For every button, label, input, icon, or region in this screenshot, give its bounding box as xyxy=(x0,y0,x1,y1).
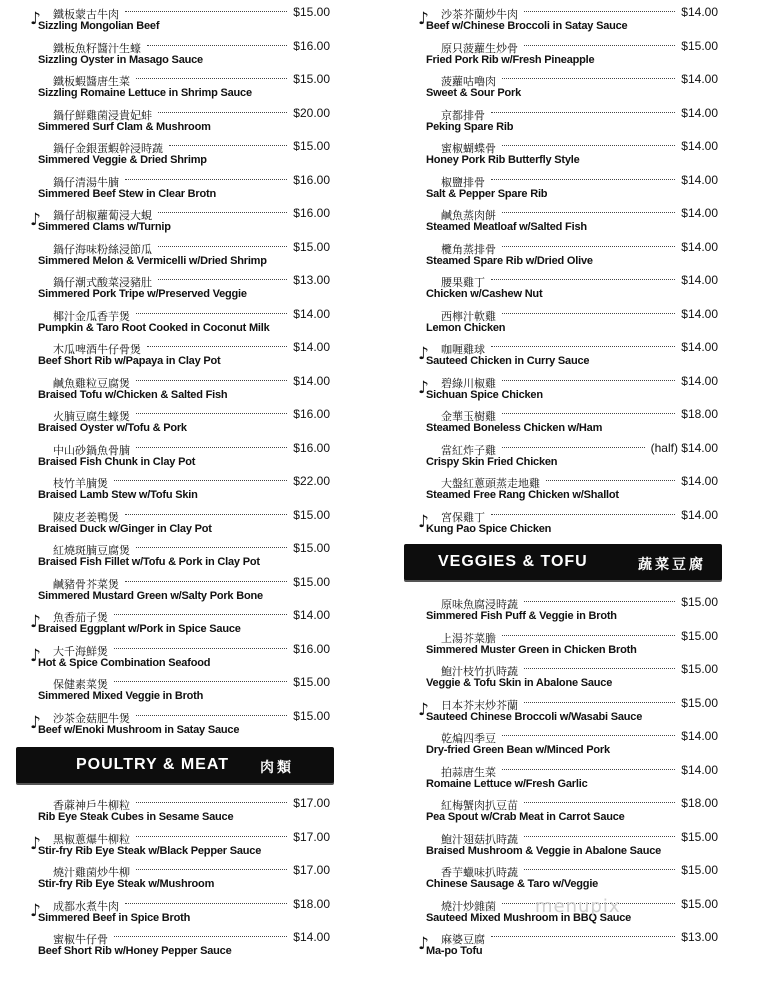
menu-item xyxy=(30,637,330,671)
menu-item xyxy=(418,469,718,503)
leader-dots xyxy=(125,581,287,582)
item-price: $15.00 xyxy=(293,239,330,254)
item-name-en: Veggie & Tofu Skin in Abalone Sauce xyxy=(426,677,613,689)
item-name-en: Peking Spare Rib xyxy=(426,120,514,133)
item-name-en: Simmered Muster Green in Chicken Broth xyxy=(426,643,637,656)
menu-item xyxy=(30,925,330,959)
menu-item xyxy=(418,402,718,436)
menu-item xyxy=(30,335,330,369)
item-price: $15.00 xyxy=(293,708,330,723)
leader-dots xyxy=(125,514,287,515)
menu-item xyxy=(418,858,718,892)
item-name-en: Braised Mushroom & Veggie in Abalone Sauce xyxy=(426,844,662,857)
item-name-zh: 沙茶金菇肥牛煲 xyxy=(53,711,130,725)
menu-item xyxy=(30,892,330,926)
item-name-zh: 紅燒斑腩豆腐煲 xyxy=(53,544,130,557)
item-price: $14.00 xyxy=(681,139,718,153)
item-price: $15.00 xyxy=(293,541,330,555)
item-price: $14.00 xyxy=(681,729,718,743)
leader-dots xyxy=(546,480,675,481)
item-name-zh: 蜜椒牛仔骨 xyxy=(53,933,108,946)
item-name-en: Beef w/Enoki Mushroom in Satay Sauce xyxy=(38,723,240,736)
item-name-en: Steamed Boneless Chicken w/Ham xyxy=(426,422,603,434)
menu-item xyxy=(30,670,330,704)
leader-dots xyxy=(136,802,287,803)
item-name-en: Sauteed Chicken in Curry Sauce xyxy=(426,355,590,367)
item-price: $16.00 xyxy=(293,38,330,53)
menu-item xyxy=(30,34,330,68)
spicy-icon: ♪ xyxy=(30,833,41,854)
item-name-zh: 紅梅蟹肉扒豆苗 xyxy=(441,799,518,812)
leader-dots xyxy=(502,145,675,146)
item-price: $15.00 xyxy=(681,38,718,53)
item-name-zh: 鹹豬骨芥菜煲 xyxy=(53,577,119,591)
item-name-en: Steamed Spare Rib w/Dried Olive xyxy=(426,254,593,267)
spicy-icon: ♪ xyxy=(30,645,41,666)
item-name-zh: 原只菠蘿生炒骨 xyxy=(441,41,518,55)
item-name-zh: 鍋仔鮮雞菌浸貴妃蚌 xyxy=(53,108,152,122)
leader-dots xyxy=(502,769,675,770)
item-name-en: Lemon Chicken xyxy=(426,321,506,334)
item-name-zh: 欖角蒸排骨 xyxy=(441,242,496,256)
menu-item xyxy=(30,825,330,859)
leader-dots xyxy=(491,179,675,180)
leader-dots xyxy=(114,648,287,649)
item-name-zh: 燒汁炒雜菌 xyxy=(441,899,496,913)
item-price: $22.00 xyxy=(293,474,330,488)
item-name-en: Dry-fried Green Bean w/Minced Pork xyxy=(426,744,610,756)
menu-item xyxy=(418,825,718,859)
item-name-en: Ma-po Tofu xyxy=(426,945,483,957)
leader-dots xyxy=(491,936,675,937)
item-name-zh: 鐵板蒙古牛肉 xyxy=(53,8,119,21)
leader-dots xyxy=(502,212,675,213)
item-name-en: Simmered Pork Tripe w/Preserved Veggie xyxy=(38,288,247,300)
menu-item xyxy=(418,34,718,68)
item-name-en: Braised Lamb Stew w/Tofu Skin xyxy=(38,489,198,501)
item-price: $15.00 xyxy=(293,507,330,522)
leader-dots xyxy=(114,480,287,481)
item-name-en: Salt & Pepper Spare Rib xyxy=(426,187,548,200)
item-name-en: Hot & Spice Combination Seafood xyxy=(38,656,211,669)
item-name-en: Simmered Fish Puff & Veggie in Broth xyxy=(426,610,617,622)
item-price: $16.00 xyxy=(293,440,330,455)
item-price: $14.00 xyxy=(293,608,330,622)
leader-dots xyxy=(502,246,675,247)
item-price: $15.00 xyxy=(293,675,330,689)
menu-item xyxy=(30,402,330,436)
item-name-zh: 拍蒜唐生菜 xyxy=(441,765,496,779)
item-name-zh: 保健素菜煲 xyxy=(53,678,108,691)
item-price: $14.00 xyxy=(681,373,718,388)
item-name-zh: 燒汁雞菌炒牛柳 xyxy=(53,866,130,879)
item-price: $15.00 xyxy=(681,662,718,676)
item-name-zh: 鍋仔海味粉絲浸節瓜 xyxy=(53,242,152,256)
item-name-zh: 椰汁金瓜香芋煲 xyxy=(53,309,130,323)
item-name-zh: 麻婆豆腐 xyxy=(441,933,485,946)
spicy-icon: ♪ xyxy=(30,900,41,921)
item-name-zh: 宮保雞丁 xyxy=(441,510,485,524)
item-price: $15.00 xyxy=(681,896,718,911)
leader-dots xyxy=(158,212,287,213)
item-name-en: Fried Pork Rib w/Fresh Pineapple xyxy=(426,53,595,66)
spicy-icon: ♪ xyxy=(418,699,429,720)
item-name-en: Simmered Mixed Veggie in Broth xyxy=(38,690,204,702)
leader-dots xyxy=(524,11,675,12)
menu-item xyxy=(30,503,330,537)
menu-item xyxy=(418,657,718,691)
item-price: $14.00 xyxy=(293,340,330,354)
item-name-en: Sauteed Mixed Mushroom in BBQ Sauce xyxy=(426,911,632,924)
leader-dots xyxy=(169,145,287,146)
item-price: $15.00 xyxy=(293,574,330,589)
leader-dots xyxy=(158,279,287,280)
leader-dots xyxy=(524,601,675,602)
item-name-en: Sweet & Sour Pork xyxy=(426,87,522,99)
item-price: $15.00 xyxy=(293,72,330,86)
item-price: $14.00 xyxy=(681,72,718,86)
menu-item xyxy=(418,235,718,269)
menu-item xyxy=(418,724,718,758)
item-name-zh: 大千海鮮煲 xyxy=(53,644,108,658)
menu-item xyxy=(30,201,330,235)
item-name-en: Crispy Skin Fried Chicken xyxy=(426,455,558,468)
menu-item xyxy=(30,791,330,825)
item-name-en: Stir-fry Rib Eye Steak w/Mushroom xyxy=(38,878,215,890)
leader-dots xyxy=(114,614,287,615)
leader-dots xyxy=(491,279,675,280)
spicy-icon: ♪ xyxy=(418,344,429,364)
menu-list-left xyxy=(30,0,330,737)
item-name-zh: 鮑汁枝竹扒時蔬 xyxy=(441,665,518,678)
leader-dots xyxy=(502,447,645,448)
item-name-en: Kung Pao Spice Chicken xyxy=(426,522,552,535)
menu-item xyxy=(30,0,330,34)
leader-dots xyxy=(524,869,675,870)
leader-dots xyxy=(136,78,287,79)
item-name-en: Braised Fish Chunk in Clay Pot xyxy=(38,455,196,468)
leader-dots xyxy=(502,413,675,414)
item-name-en: Steamed Free Rang Chicken w/Shallot xyxy=(426,489,619,501)
item-name-zh: 鍋仔清湯牛腩 xyxy=(53,175,119,189)
leader-dots xyxy=(125,11,287,12)
leader-dots xyxy=(147,346,287,347)
item-name-zh: 鐵板魚籽醬汁生蠔 xyxy=(53,41,141,55)
item-name-zh: 火腩豆腐生蠔煲 xyxy=(53,410,130,423)
item-price: $14.00 xyxy=(293,930,330,944)
menu-item xyxy=(418,201,718,235)
item-name-en: Braised Duck w/Ginger in Clay Pot xyxy=(38,522,212,535)
item-name-en: Sizzling Oyster in Masago Sauce xyxy=(38,53,203,66)
item-name-zh: 鐵板蝦醬唐生菜 xyxy=(53,75,130,88)
left-column xyxy=(30,0,330,959)
item-name-en: Sichuan Spice Chicken xyxy=(426,388,543,401)
item-name-en: Stir-fry Rib Eye Steak w/Black Pepper Sauce xyxy=(38,844,262,857)
item-name-zh: 金華玉樹雞 xyxy=(441,410,496,423)
item-name-en: Romaine Lettuce w/Fresh Garlic xyxy=(426,777,588,790)
item-price: $14.00 xyxy=(681,306,718,321)
item-name-zh: 碧綠川椒雞 xyxy=(441,376,496,390)
item-name-zh: 上湯芥菜膽 xyxy=(441,631,496,645)
item-name-zh: 木瓜啤酒牛仔骨煲 xyxy=(53,343,141,356)
item-name-en: Chicken w/Cashew Nut xyxy=(426,288,543,300)
menu-item xyxy=(30,536,330,570)
item-price: $16.00 xyxy=(293,641,330,656)
spicy-icon: ♪ xyxy=(418,511,429,532)
item-price: $14.00 xyxy=(681,340,718,354)
leader-dots xyxy=(136,313,287,314)
item-price: $14.00 xyxy=(681,5,718,19)
item-name-en: Simmered Beef Stew in Clear Brotn xyxy=(38,187,217,200)
leader-dots xyxy=(491,514,675,515)
spicy-icon: ♪ xyxy=(30,612,41,632)
item-price: $14.00 xyxy=(681,206,718,220)
item-name-en: Braised Eggplant w/Pork in Spice Sauce xyxy=(38,623,241,635)
item-name-en: Braised Tofu w/Chicken & Salted Fish xyxy=(38,388,228,401)
section-title-en: VEGGIES & TOFU xyxy=(438,553,588,570)
item-price: $15.00 xyxy=(681,863,718,877)
leader-dots xyxy=(136,547,287,548)
spicy-icon: ♪ xyxy=(418,377,429,398)
item-price: $14.00 xyxy=(681,507,718,522)
menu-item xyxy=(418,436,718,470)
item-name-en: Simmered Melon & Vermicelli w/Dried Shrimp xyxy=(38,254,267,267)
menu-item xyxy=(418,369,718,403)
item-price: $13.00 xyxy=(681,930,718,944)
item-price: $20.00 xyxy=(293,105,330,120)
item-price: $15.00 xyxy=(293,139,330,153)
item-name-zh: 香蔴神戶牛柳粒 xyxy=(53,799,130,812)
item-name-zh: 咖喱雞球 xyxy=(441,343,485,356)
leader-dots xyxy=(524,836,675,837)
menu-item xyxy=(418,0,718,34)
item-name-zh: 鹹魚雞粒豆腐煲 xyxy=(53,376,130,390)
menu-item xyxy=(30,235,330,269)
menu-item xyxy=(30,67,330,101)
item-price: $16.00 xyxy=(293,206,330,220)
item-name-en: Beef w/Chinese Broccoli in Satay Sauce xyxy=(426,20,628,32)
menu-item xyxy=(418,758,718,792)
leader-dots xyxy=(158,112,287,113)
item-price: $14.00 xyxy=(681,273,718,287)
item-price: $17.00 xyxy=(293,829,330,844)
item-name-zh: 鮑汁翅菇扒時蔬 xyxy=(441,832,518,846)
leader-dots xyxy=(502,635,675,636)
item-name-zh: 當紅炸子雞 xyxy=(441,443,496,457)
item-name-en: Pumpkin & Taro Root Cooked in Coconut Milk xyxy=(38,321,270,334)
item-price: $14.00 xyxy=(293,306,330,321)
leader-dots xyxy=(502,380,675,381)
spicy-icon: ♪ xyxy=(30,9,41,29)
menu-item xyxy=(418,791,718,825)
item-name-zh: 西檸汁軟雞 xyxy=(441,309,496,323)
menu-item xyxy=(30,858,330,892)
menu-item xyxy=(418,67,718,101)
menu-item xyxy=(418,268,718,302)
menu-list-poultry xyxy=(30,791,330,959)
leader-dots xyxy=(524,702,675,703)
item-price: $13.00 xyxy=(293,273,330,287)
item-name-en: Rib Eye Steak Cubes in Sesame Sauce xyxy=(38,811,234,823)
menu-item xyxy=(30,704,330,738)
item-name-zh: 中山砂鍋魚骨腩 xyxy=(53,443,130,457)
item-price: $18.00 xyxy=(293,896,330,911)
spicy-icon: ♪ xyxy=(418,9,429,29)
leader-dots xyxy=(136,715,287,716)
item-price: $15.00 xyxy=(681,595,718,609)
item-name-en: Sizzling Romaine Lettuce in Shrimp Sauce xyxy=(38,87,252,99)
menu-item xyxy=(30,134,330,168)
item-name-zh: 成都水煮牛肉 xyxy=(53,899,119,913)
item-name-zh: 鍋仔金銀蛋蝦幹浸時蔬 xyxy=(53,142,163,155)
item-name-zh: 陳皮老姜鴨煲 xyxy=(53,510,119,524)
item-name-en: Simmered Mustard Green w/Salty Pork Bone xyxy=(38,589,263,602)
item-name-en: Sizzling Mongolian Beef xyxy=(38,20,160,32)
item-name-en: Simmered Veggie & Dried Shrimp xyxy=(38,154,207,166)
item-price: $18.00 xyxy=(681,796,718,810)
item-price: $14.00 xyxy=(293,373,330,388)
menu-item xyxy=(418,624,718,658)
menu-item xyxy=(30,570,330,604)
item-name-zh: 黑椒蔥爆牛柳粒 xyxy=(53,832,130,846)
leader-dots xyxy=(524,668,675,669)
leader-dots xyxy=(136,869,287,870)
item-price: (half) $14.00 xyxy=(650,440,718,455)
section-title-zh: 肉類 xyxy=(260,760,294,776)
leader-dots xyxy=(136,836,287,837)
menu-item xyxy=(418,302,718,336)
leader-dots xyxy=(136,413,287,414)
item-price: $14.00 xyxy=(681,762,718,777)
leader-dots xyxy=(114,936,287,937)
item-name-zh: 日本芥末炒芥蘭 xyxy=(441,698,518,712)
menu-item xyxy=(418,101,718,135)
leader-dots xyxy=(147,45,287,46)
item-name-zh: 鹹魚蒸肉餅 xyxy=(441,209,496,222)
menu-item xyxy=(418,168,718,202)
leader-dots xyxy=(114,681,287,682)
section-title-en: POULTRY & MEAT xyxy=(76,756,229,773)
menu-item xyxy=(418,503,718,537)
item-price: $14.00 xyxy=(681,474,718,488)
item-price: $15.00 xyxy=(681,628,718,643)
item-price: $16.00 xyxy=(293,172,330,187)
menu-item xyxy=(418,335,718,369)
item-price: $14.00 xyxy=(681,172,718,187)
item-name-zh: 乾煸四季豆 xyxy=(441,732,496,745)
item-price: $15.00 xyxy=(681,695,718,710)
leader-dots xyxy=(125,179,287,180)
item-price: $17.00 xyxy=(293,863,330,877)
menu-item xyxy=(30,302,330,336)
section-title-zh: 蔬菜豆腐 xyxy=(638,557,706,573)
item-name-en: Braised Oyster w/Tofu & Pork xyxy=(38,422,187,434)
item-name-zh: 蜜椒蝴蝶骨 xyxy=(441,142,496,155)
spicy-icon: ♪ xyxy=(418,934,429,954)
section-header-poultry xyxy=(16,747,334,783)
menu-list-right xyxy=(418,0,718,536)
leader-dots xyxy=(491,346,675,347)
menu-item xyxy=(30,268,330,302)
item-price: $16.00 xyxy=(293,407,330,421)
item-name-en: Beef Short Rib w/Papaya in Clay Pot xyxy=(38,355,221,367)
leader-dots xyxy=(502,735,675,736)
item-name-zh: 鍋仔潮式酸菜浸豬肚 xyxy=(53,276,152,289)
item-name-en: Braised Fish Fillet w/Tofu & Pork in Clay Pot xyxy=(38,556,260,568)
item-price: $18.00 xyxy=(681,407,718,421)
menu-item xyxy=(30,436,330,470)
leader-dots xyxy=(136,447,287,448)
item-name-en: Chinese Sausage & Taro w/Veggie xyxy=(426,878,599,890)
section-header-veggies xyxy=(404,544,722,580)
leader-dots xyxy=(524,45,675,46)
item-price: $15.00 xyxy=(293,5,330,19)
leader-dots xyxy=(524,802,675,803)
item-name-zh: 腰果雞丁 xyxy=(441,276,485,289)
item-name-zh: 大盤紅蔥頭蒸走地雞 xyxy=(441,477,540,490)
item-price: $17.00 xyxy=(293,796,330,810)
item-name-en: Simmered Surf Clam & Mushroom xyxy=(38,120,211,133)
menu-item xyxy=(418,134,718,168)
item-name-zh: 菠蘿咕嚕肉 xyxy=(441,75,496,88)
menu-item xyxy=(418,925,718,959)
menu-item xyxy=(418,590,718,624)
watermark: menupix xyxy=(535,896,621,917)
leader-dots xyxy=(491,112,675,113)
leader-dots xyxy=(502,78,675,79)
item-name-zh: 枝竹羊腩煲 xyxy=(53,477,108,490)
item-name-en: Honey Pork Rib Butterfly Style xyxy=(426,154,580,166)
menu-item xyxy=(30,469,330,503)
right-column xyxy=(418,0,718,959)
item-price: $14.00 xyxy=(681,105,718,120)
item-name-zh: 京都排骨 xyxy=(441,108,485,122)
item-price: $15.00 xyxy=(681,829,718,844)
item-name-en: Pea Spout w/Crab Meat in Carrot Sauce xyxy=(426,811,625,823)
item-name-zh: 椒鹽排骨 xyxy=(441,175,485,189)
spicy-icon: ♪ xyxy=(30,210,41,230)
item-name-en: Sauteed Chinese Broccoli w/Wasabi Sauce xyxy=(426,710,643,723)
item-price: $14.00 xyxy=(681,239,718,254)
item-name-zh: 香芋蠟味扒時蔬 xyxy=(441,866,518,879)
leader-dots xyxy=(502,313,675,314)
leader-dots xyxy=(158,246,287,247)
leader-dots xyxy=(125,903,287,904)
leader-dots xyxy=(136,380,287,381)
menu-item xyxy=(30,101,330,135)
menu-item xyxy=(30,168,330,202)
item-name-en: Steamed Meatloaf w/Salted Fish xyxy=(426,221,587,233)
item-name-en: Beef Short Rib w/Honey Pepper Sauce xyxy=(38,945,232,957)
item-name-zh: 沙茶芥蘭炒牛肉 xyxy=(441,8,518,21)
item-name-zh: 鍋仔胡椒蘿蔔浸大蜆 xyxy=(53,209,152,222)
menu-item xyxy=(418,691,718,725)
spicy-icon: ♪ xyxy=(30,712,41,733)
menu-item xyxy=(30,369,330,403)
menu-item xyxy=(30,603,330,637)
item-name-zh: 魚香茄子煲 xyxy=(53,611,108,624)
item-name-en: Simmered Beef in Spice Broth xyxy=(38,911,191,924)
item-name-zh: 原味魚腐浸時蔬 xyxy=(441,598,518,611)
item-name-en: Simmered Clams w/Turnip xyxy=(38,221,171,233)
